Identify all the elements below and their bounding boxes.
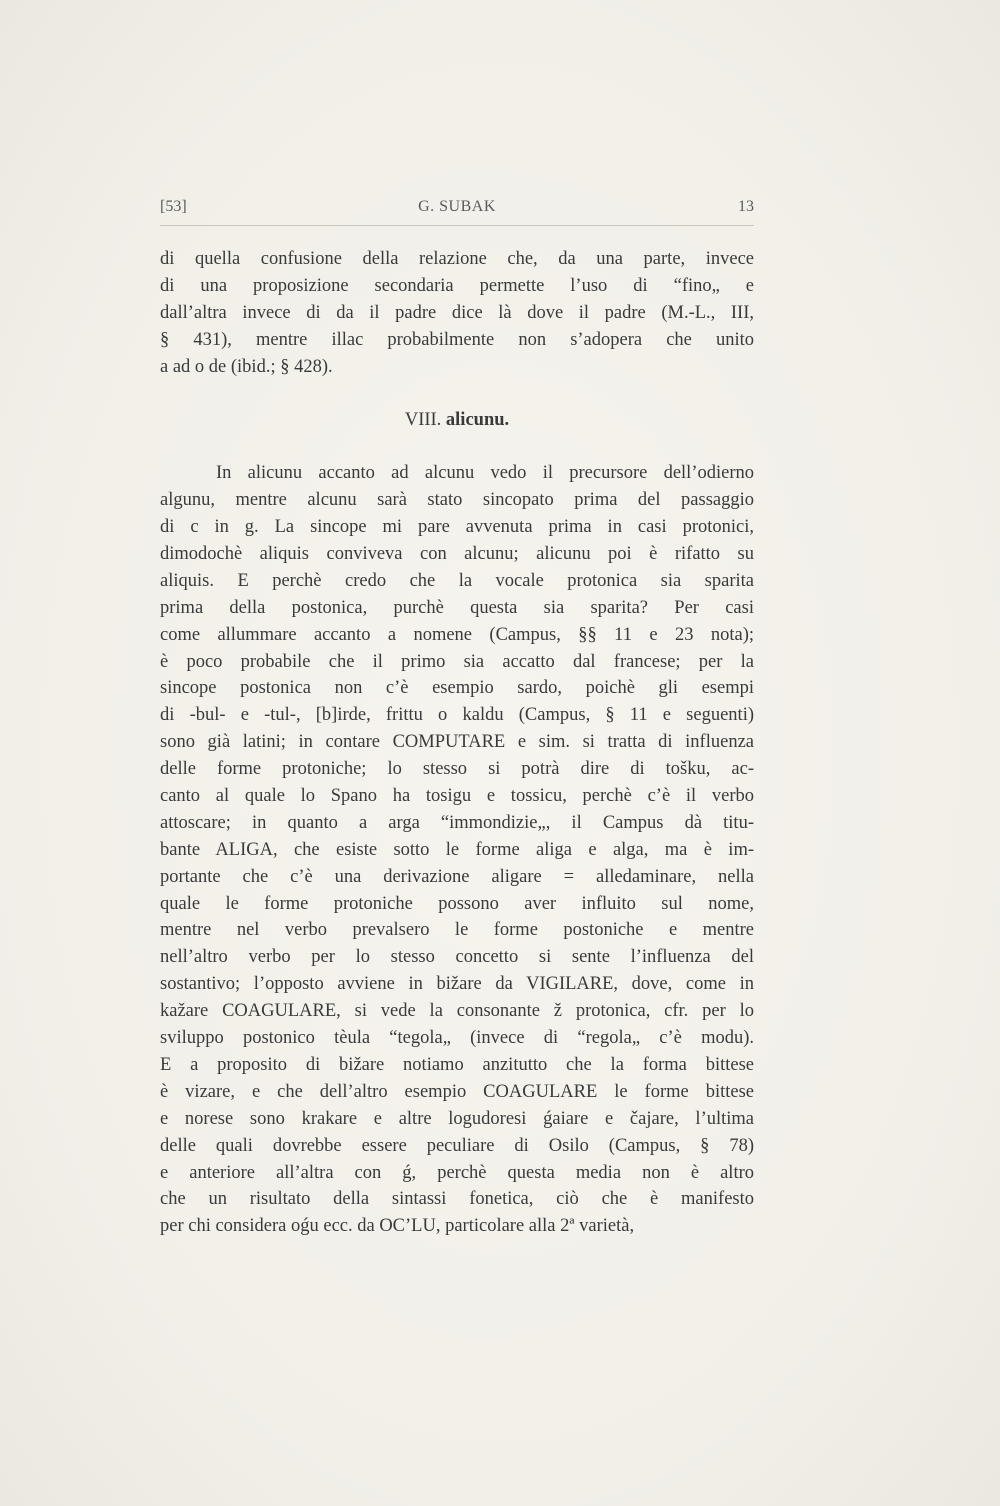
text-line: quale le forme protoniche possono aver influito sul nome, — [160, 893, 754, 914]
text-line: delle forme protoniche; lo stesso si potrà dire di tošku, ac- — [160, 759, 754, 780]
section-title: alicunu. — [445, 410, 510, 431]
text-line: nell’altro verbo per lo stesso concetto si sente l’influenza del — [160, 947, 754, 968]
text-line: per chi considera oǵu ecc. da OC’LU, particolare alla 2ª varietà, — [160, 1216, 635, 1237]
text-line: di quella confusione della relazione che, da una parte, invece — [160, 249, 754, 269]
text-line: e norese sono krakare e altre logudoresi ǵaiare e čajare, l’ultima — [160, 1108, 754, 1129]
text-line: sostantivo; l’opposto avviene in bižare da VIGILARE, dove, come in — [160, 974, 754, 995]
text-line: di -bul- e -tul-, [b]irde, frittu o kaldu (Campus, § 11 e seguenti) — [160, 705, 754, 726]
text-line: a ad o de (ibid.; § 428). — [160, 356, 333, 377]
running-header — [160, 198, 754, 220]
section-number: VIII. — [404, 410, 442, 431]
text-line: portante che c’è una derivazione aligare = alledaminare, nella — [160, 866, 754, 887]
text-line: § 431), mentre illac probabilmente non s’adopera che unito — [160, 329, 754, 350]
text-line: canto al quale lo Spano ha tosigu e tossicu, perchè c’è il verbo — [160, 786, 754, 807]
text-line: è vizare, e che dell’altro esempio COAGULARE le forme bittese — [160, 1081, 754, 1102]
text-line: che un risultato della sintassi fonetica, ciò che è manifesto — [160, 1189, 754, 1210]
text-line: kažare COAGULARE, si vede la consonante ž protonica, cfr. per lo — [160, 1001, 754, 1022]
text-line: sviluppo postonico tèula “tegola„ (invece di “regola„ c’è modu). — [160, 1028, 754, 1049]
text-line: aliquis. E perchè credo che la vocale protonica sia sparita — [160, 570, 754, 591]
text-line: di una proposizione secondaria permette l’uso di “fino„ e — [160, 275, 754, 296]
author-name: G. SUBAK — [418, 198, 496, 215]
page-number: 13 — [738, 198, 754, 215]
body-text — [160, 246, 754, 1240]
text-line: e anteriore all’altra con ǵ, perchè questa media non è altro — [160, 1162, 754, 1183]
text-line: di c in g. La sincope mi pare avvenuta prima in casi protonici, — [160, 517, 754, 538]
text-line: dall’altra invece di da il padre dice là dove il padre (M.-L., III, — [160, 302, 754, 323]
text-line: è poco probabile che il primo sia accatto dal francese; per la — [160, 651, 754, 672]
text-line: In alicunu accanto ad alcunu vedo il precursore dell’odierno — [216, 463, 754, 484]
text-line: attoscare; in quanto a arga “immondizie„, il Campus dà titu- — [160, 812, 754, 833]
text-line: sono già latini; in contare COMPUTARE e sim. si tratta di influenza — [160, 732, 754, 753]
text-line: bante ALIGA, che esiste sotto le forme aliga e alga, ma è im- — [160, 839, 754, 860]
text-line: delle quali dovrebbe essere peculiare di Osilo (Campus, § 78) — [160, 1135, 754, 1156]
text-line: prima della postonica, purchè questa sia sparita? Per casi — [160, 597, 754, 618]
text-line: E a proposito di bižare notiamo anzitutto che la forma bittese — [160, 1054, 754, 1075]
text-line: mentre nel verbo prevalsero le forme postoniche e mentre — [160, 920, 754, 941]
section-heading — [160, 407, 754, 434]
text-line: dimodochè aliquis conviveva con alcunu; alicunu poi è rifatto su — [160, 544, 754, 565]
text-line: sincope postonica non c’è esempio sardo, poichè gli esempi — [160, 678, 754, 699]
text-line: algunu, mentre alcunu sarà stato sincopato prima del passaggio — [160, 490, 754, 511]
header-divider — [160, 225, 754, 226]
text-line: come allummare accanto a nomene (Campus, §§ 11 e 23 nota); — [160, 624, 754, 645]
page-reference: [53] — [160, 198, 187, 215]
